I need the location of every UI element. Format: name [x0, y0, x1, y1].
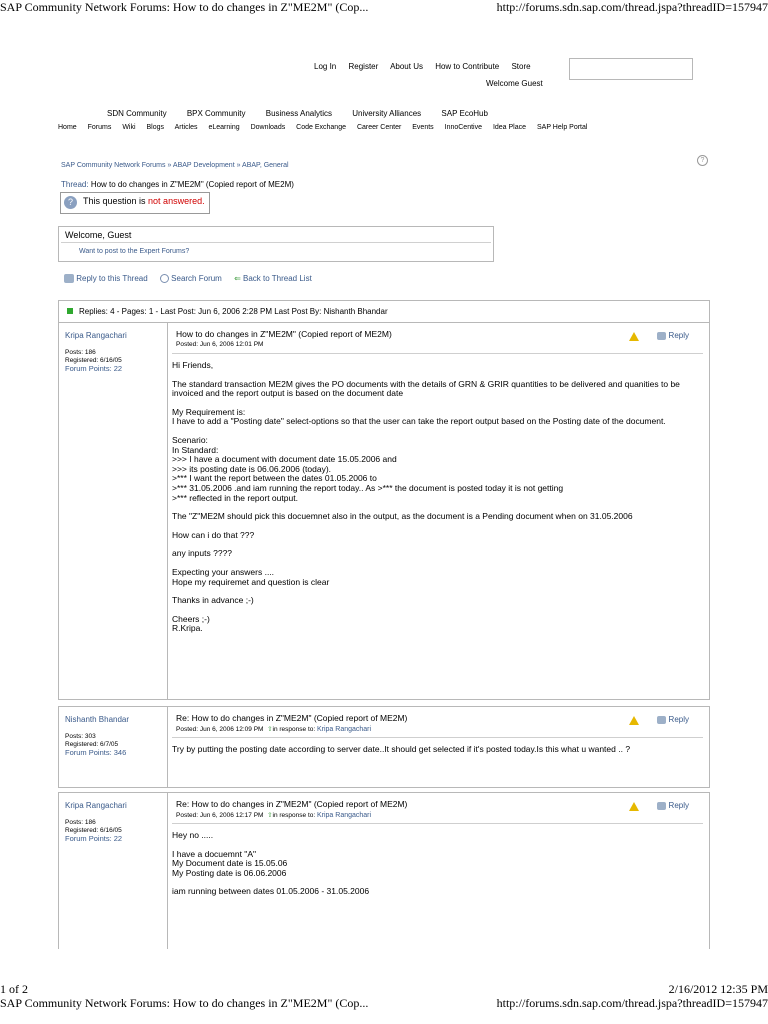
post-3-points[interactable]: Forum Points: 22 [65, 834, 123, 843]
post-1-para: The "Z"ME2M should pick this docuemnet also in the output, as the document is a Pending document when on 31.05.2006 [172, 511, 633, 522]
back-arrow-icon: ⇐ [234, 274, 241, 283]
post-1-posted: Posted: Jun 6, 2006 12:01 PM [176, 341, 264, 348]
post-3-posted-date: Posted: Jun 6, 2006 12:17 PM [176, 812, 264, 819]
print-footer-timestamp: 2/16/2012 12:35 PM [668, 982, 768, 996]
post-1-points[interactable]: Forum Points: 22 [65, 364, 123, 373]
post-3 [58, 792, 710, 949]
reply-thread-action[interactable] [64, 274, 148, 283]
post-2-reply-button[interactable] [657, 715, 689, 724]
thread-actions [64, 274, 312, 283]
post-2-meta [65, 733, 126, 757]
nav-business-analytics[interactable]: Business Analytics [265, 109, 332, 118]
print-header-title: SAP Community Network Forums: How to do changes in Z"ME2M" (Cop... [0, 0, 369, 14]
reply-thread-label: Reply to this Thread [76, 274, 148, 283]
nav-sap-ecohub[interactable]: SAP EcoHub [441, 109, 488, 118]
post-3-author[interactable]: Kripa Rangachari [65, 801, 127, 810]
post-1-reply-label: Reply [668, 331, 689, 340]
search-forum-action[interactable] [160, 274, 222, 283]
thread-heading [61, 180, 294, 189]
status-value: not answered. [148, 196, 205, 206]
post-3-count: Posts: 186 [65, 819, 96, 826]
post-3-posted [176, 811, 371, 819]
nav-innocentive[interactable]: InnoCentive [444, 124, 482, 131]
post-1-body [172, 361, 701, 643]
main-nav [58, 124, 596, 131]
contribute-link[interactable]: How to Contribute [435, 62, 500, 71]
expert-forums-link[interactable]: Want to post to the Expert Forums? [79, 248, 190, 255]
post-1-para: Expecting your answers .... Hope my requiremet and question is clear [172, 566, 330, 587]
post-1-para: Thanks in advance ;-) [172, 595, 254, 606]
status-text [83, 196, 205, 206]
welcome-divider [61, 242, 491, 243]
register-link[interactable]: Register [348, 62, 379, 71]
top-nav [314, 62, 541, 71]
post-1-para: My Requirement is: I have to add a "Posting date" select-options so that the user can take the report output based on the Posting date of the document. [172, 406, 666, 427]
search-forum-label: Search Forum [171, 274, 222, 283]
post-3-author-panel [58, 793, 168, 949]
post-2-posted [176, 725, 371, 733]
post-2-author[interactable]: Nishanth Bhandar [65, 715, 130, 724]
warning-icon[interactable] [629, 716, 639, 725]
post-1-para: any inputs ???? [172, 548, 233, 559]
community-nav [107, 109, 506, 118]
in-response-icon: ⇧ [267, 726, 273, 733]
thread-title: How to do changes in Z"ME2M" (Copied report of ME2M) [90, 180, 294, 189]
post-3-reply-button[interactable] [657, 801, 689, 810]
post-2-reply-label: Reply [668, 715, 689, 724]
search-input[interactable] [569, 58, 693, 80]
back-thread-action[interactable] [234, 274, 312, 283]
breadcrumb[interactable]: SAP Community Network Forums » ABAP Development » ABAP, General [61, 162, 289, 169]
nav-events[interactable]: Events [412, 124, 434, 131]
in-response-icon: ⇧ [267, 812, 273, 819]
post-1-reply-button[interactable] [657, 331, 689, 340]
post-1-author[interactable]: Kripa Rangachari [65, 331, 127, 340]
post-1-para: Cheers ;-) R.Kripa. [172, 613, 210, 634]
post-3-in-response-to[interactable]: Kripa Rangachari [316, 812, 372, 819]
post-3-in-response-label: in response to: [272, 812, 316, 819]
post-3-content [166, 793, 710, 949]
reply-icon [64, 274, 74, 283]
post-1-para: The standard transaction ME2M gives the PO documents with the details of GRN & GRIR quantities to be delivered and quanities to be invoiced and the report output is based on the document date [172, 378, 680, 399]
nav-home[interactable]: Home [58, 124, 77, 131]
post-1 [58, 322, 710, 700]
nav-sap-help-portal[interactable]: SAP Help Portal [536, 124, 588, 131]
nav-forums[interactable]: Forums [87, 124, 112, 131]
post-1-para: How can i do that ??? [172, 529, 255, 540]
print-footer-title: SAP Community Network Forums: How to do changes in Z"ME2M" (Cop... [0, 996, 369, 1010]
reply-icon [657, 802, 666, 810]
post-3-meta [65, 819, 122, 843]
post-1-content [166, 323, 710, 699]
about-link[interactable]: About Us [390, 62, 423, 71]
post-1-meta [65, 349, 122, 373]
post-3-registered: Registered: 6/16/05 [65, 827, 122, 834]
post-2-count: Posts: 303 [65, 733, 96, 740]
post-2-title: Re: How to do changes in Z"ME2M" (Copied report of ME2M) [176, 713, 408, 723]
login-link[interactable]: Log In [314, 62, 337, 71]
nav-idea-place[interactable]: Idea Place [492, 124, 527, 131]
thread-summary: Replies: 4 - Pages: 1 - Last Post: Jun 6, 2006 2:28 PM Last Post By: Nishanth Bhandar [79, 307, 388, 316]
post-3-body [172, 831, 701, 906]
post-1-author-panel [58, 323, 168, 699]
post-2-para: Try by putting the posting date according to server date..It should get selected if it's posted today.Is this what u wanted .. ? [172, 744, 631, 754]
post-2-in-response-to[interactable]: Kripa Rangachari [316, 726, 372, 733]
post-1-registered: Registered: 6/16/05 [65, 357, 122, 364]
post-2-registered: Registered: 6/7/05 [65, 741, 119, 748]
post-3-para: iam running between dates 01.05.2006 - 31.05.2006 [172, 886, 370, 897]
post-1-separator [172, 353, 703, 354]
help-icon[interactable]: ? [697, 155, 708, 166]
warning-icon[interactable] [629, 802, 639, 811]
post-2-body [172, 745, 701, 764]
post-1-count: Posts: 186 [65, 349, 96, 356]
post-3-title: Re: How to do changes in Z"ME2M" (Copied report of ME2M) [176, 799, 408, 809]
post-1-para: Hi Friends, [172, 360, 214, 370]
nav-bpx-community[interactable]: BPX Community [186, 109, 246, 118]
nav-career-center[interactable]: Career Center [356, 124, 402, 131]
welcome-title: Welcome, Guest [65, 230, 132, 240]
warning-icon[interactable] [629, 332, 639, 341]
post-2-separator [172, 737, 703, 738]
thread-label: Thread: [61, 180, 89, 189]
nav-sdn-community[interactable]: SDN Community [107, 109, 167, 118]
nav-articles[interactable]: Articles [174, 124, 198, 131]
post-2-in-response-label: in response to: [272, 726, 316, 733]
nav-downloads[interactable]: Downloads [250, 124, 286, 131]
status-box [60, 192, 210, 214]
print-footer-page: 1 of 2 [0, 982, 28, 996]
post-1-title: How to do changes in Z"ME2M" (Copied report of ME2M) [176, 329, 392, 339]
reply-icon [657, 716, 666, 724]
welcome-guest: Welcome Guest [486, 79, 543, 88]
print-footer-url: http://forums.sdn.sap.com/thread.jspa?threadID=157947 [496, 996, 768, 1010]
post-2-author-panel [58, 707, 168, 787]
post-2-posted-date: Posted: Jun 6, 2006 12:09 PM [176, 726, 264, 733]
nav-blogs[interactable]: Blogs [146, 124, 165, 131]
post-2-content [166, 707, 710, 787]
back-thread-label: Back to Thread List [243, 274, 312, 283]
thread-summary-bar [58, 300, 710, 323]
print-header-url: http://forums.sdn.sap.com/thread.jspa?threadID=157947 [496, 0, 768, 14]
search-icon [160, 274, 169, 283]
post-3-reply-label: Reply [668, 801, 689, 810]
post-3-para: I have a docuemnt "A" My Document date is 15.05.06 My Posting date is 06.06.2006 [172, 848, 288, 878]
store-link[interactable]: Store [511, 62, 531, 71]
status-dot-icon [67, 308, 73, 314]
welcome-box [58, 226, 494, 262]
nav-code-exchange[interactable]: Code Exchange [296, 124, 346, 131]
post-2-points[interactable]: Forum Points: 346 [65, 748, 127, 757]
reply-icon [657, 332, 666, 340]
status-prefix: This question is [83, 196, 146, 206]
post-2 [58, 706, 710, 788]
post-1-para: Scenario: In Standard: >>> I have a document with document date 15.05.2006 and >>> its posting date is 06.06.2006 (today). >*** I want the report between the dates 01.05.2006 to >*** 31.05.2006 .and iam running the report today.. As >*** the document is posted today it is not getting >*** reflected in the report output. [172, 434, 564, 503]
nav-university-alliances[interactable]: University Alliances [352, 109, 422, 118]
question-icon: ? [64, 196, 77, 209]
post-3-separator [172, 823, 703, 824]
post-3-para: Hey no ..... [172, 830, 214, 840]
nav-elearning[interactable]: eLearning [208, 124, 240, 131]
nav-wiki[interactable]: Wiki [122, 124, 136, 131]
